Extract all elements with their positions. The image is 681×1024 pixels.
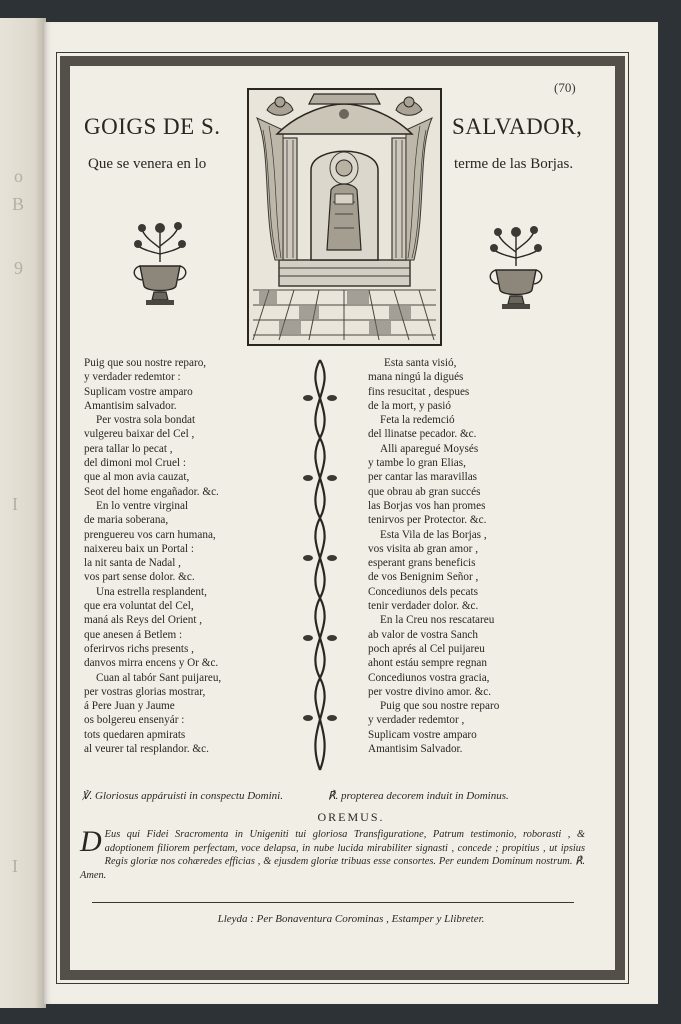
bleed-through-mark: o [14, 166, 23, 186]
verse-line: y verdader redemtor : [84, 371, 181, 384]
verse-line: del dimoni mol Cruel : [84, 457, 186, 470]
verse-line: vos part sense dolor. &c. [84, 571, 195, 584]
verse-line: las Borjas vos han promes [368, 499, 486, 512]
verse-line: Seot del home engañador. &c. [84, 485, 219, 498]
verse-line: al veurer tal resplandor. &c. [84, 743, 209, 756]
verse-line: naixereu baix un Portal : [84, 542, 194, 555]
verse-line: En la Creu nos rescatareu [380, 614, 495, 627]
flower-vase-icon [132, 218, 188, 310]
verse-line: Concediunos vostra gracia, [368, 671, 490, 684]
broadside-page [44, 22, 658, 1004]
verse-line: Suplicam vostre amparo [84, 385, 193, 398]
verse-line: esperant grans beneficis [368, 557, 476, 570]
verse-line: Una estrella resplandent, [96, 585, 207, 598]
verses-right-column [354, 356, 584, 756]
verse-line: Puig que sou nostre reparo [380, 700, 500, 713]
verse-line: os bolgereu ensenyár : [84, 714, 185, 727]
verse-line: que al mon avia cauzat, [84, 471, 190, 484]
verse-line: que obrau ab gran succés [368, 485, 481, 498]
verse-line: tots quedaren apmirats [84, 728, 186, 741]
bleed-through-mark: I [12, 494, 18, 514]
page-number: (70) [554, 80, 576, 95]
subtitle-right: terme de las Borjas. [454, 156, 574, 172]
flower-vase-icon [488, 222, 544, 314]
verse-line: á Pere Juan y Jaume [84, 700, 175, 713]
verse-line: pera tallar lo pecat , [84, 442, 173, 455]
facing-page-edge [0, 18, 46, 1008]
verse-line: Feta la redemció [380, 414, 455, 427]
verse-line: mana ningú la digués [368, 371, 464, 384]
verses-left-column [84, 356, 304, 756]
vine-divider-ornament [298, 358, 342, 774]
verse-line: y tambe lo gran Elias, [368, 457, 466, 470]
divider-rule [92, 902, 574, 903]
verse-line: la nit santa de Nadal , [84, 557, 181, 570]
verse-line: tenirvos per Protector. &c. [368, 514, 487, 527]
verse-line: Esta Vila de las Borjas , [380, 528, 487, 541]
verse-line: que era voluntat del Cel, [84, 600, 194, 613]
subtitle-left: Que se venera en lo [88, 156, 207, 172]
verse-line: Cuan al tabór Sant puijareu, [96, 671, 222, 684]
verse-line: poch aprés al Cel puijareu [368, 642, 485, 655]
verse-line: Alli aparegué Moysés [380, 442, 479, 455]
saviour-woodcut-image [247, 88, 442, 346]
title-right: SALVADOR, [452, 114, 583, 139]
verse-line: prenguereu vos carn humana, [84, 528, 216, 541]
title-left: GOIGS DE S. [84, 114, 221, 139]
verse-line: oferirvos richs presents , [84, 642, 194, 655]
verse-line: maná als Reys del Orient , [84, 614, 203, 627]
verse-line: fins resucitat , despues [368, 385, 470, 398]
verse-line: ab valor de vostra Sanch [368, 628, 478, 641]
verse-line: vos visita ab gran amor , [368, 542, 478, 555]
verse-line: danvos mirra encens y Or &c. [84, 657, 219, 670]
verse-line: Suplicam vostre amparo [368, 728, 477, 741]
verse-line: Concediunos dels pecats [368, 585, 478, 598]
colophon-imprint: Lleyda : Per Bonaventura Corominas , Estamper y Llibreter. [217, 913, 485, 925]
versicle: ℣. Gloriosus appáruisti in conspectu Domini. [82, 790, 283, 802]
oremus-heading: OREMUS. [317, 810, 385, 824]
verse-line: per vostras glorias mostrar, [84, 685, 206, 698]
prayer-drop-cap: D [80, 825, 102, 858]
response: ℟. propterea decorem induit in Dominus. [328, 790, 509, 802]
verse-line: que anesen á Betlem : [84, 628, 183, 641]
verse-line: per cantar las maravillas [368, 471, 478, 484]
verse-line: Puig que sou nostre reparo, [84, 357, 207, 369]
verse-line: Esta santa visió, [384, 357, 457, 369]
verse-line: vulgereu baixar del Cel , [84, 428, 195, 441]
bleed-through-mark: I [12, 856, 18, 876]
bleed-through-mark: B [12, 194, 25, 214]
verse-line: de vos Benignim Señor , [368, 571, 479, 584]
prayer-text: Eus qui Fidei Sracromenta in Unigeniti tui gloriosa Transfiguratione, Patrum testimonio, roborasti , & adoptionem filiorem perfectam, voce delapsa, in nube lucida mirabiliter signasti , concede ; propitius , ut ipsius Regis gloriæ nos cohæredes efficias , & ejusdem gloriæ tribuas esse consortes. Per eundem Dominum nostrum. ℟. Amen. [80, 829, 585, 881]
verse-line: de maria soberana, [84, 514, 169, 527]
verse-line: per vostre divino amor. &c. [368, 685, 492, 698]
verse-line: tenir verdader dolor. &c. [368, 600, 479, 613]
verse-line: de la mort, y pasió [368, 399, 451, 412]
verse-line: Amantisim Salvador. [368, 743, 463, 756]
bleed-through-mark: 9 [14, 258, 23, 278]
verse-line: ahont estáu sempre regnan [368, 657, 487, 670]
oremus-prayer [80, 825, 585, 882]
verse-line: y verdader redemtor , [368, 714, 465, 727]
verse-line: del llinatse pecador. &c. [368, 428, 477, 441]
verse-line: Per vostra sola bondat [96, 414, 196, 427]
verse-line: Amantisim salvador. [84, 399, 177, 412]
verse-line: En lo ventre virginal [96, 499, 189, 512]
